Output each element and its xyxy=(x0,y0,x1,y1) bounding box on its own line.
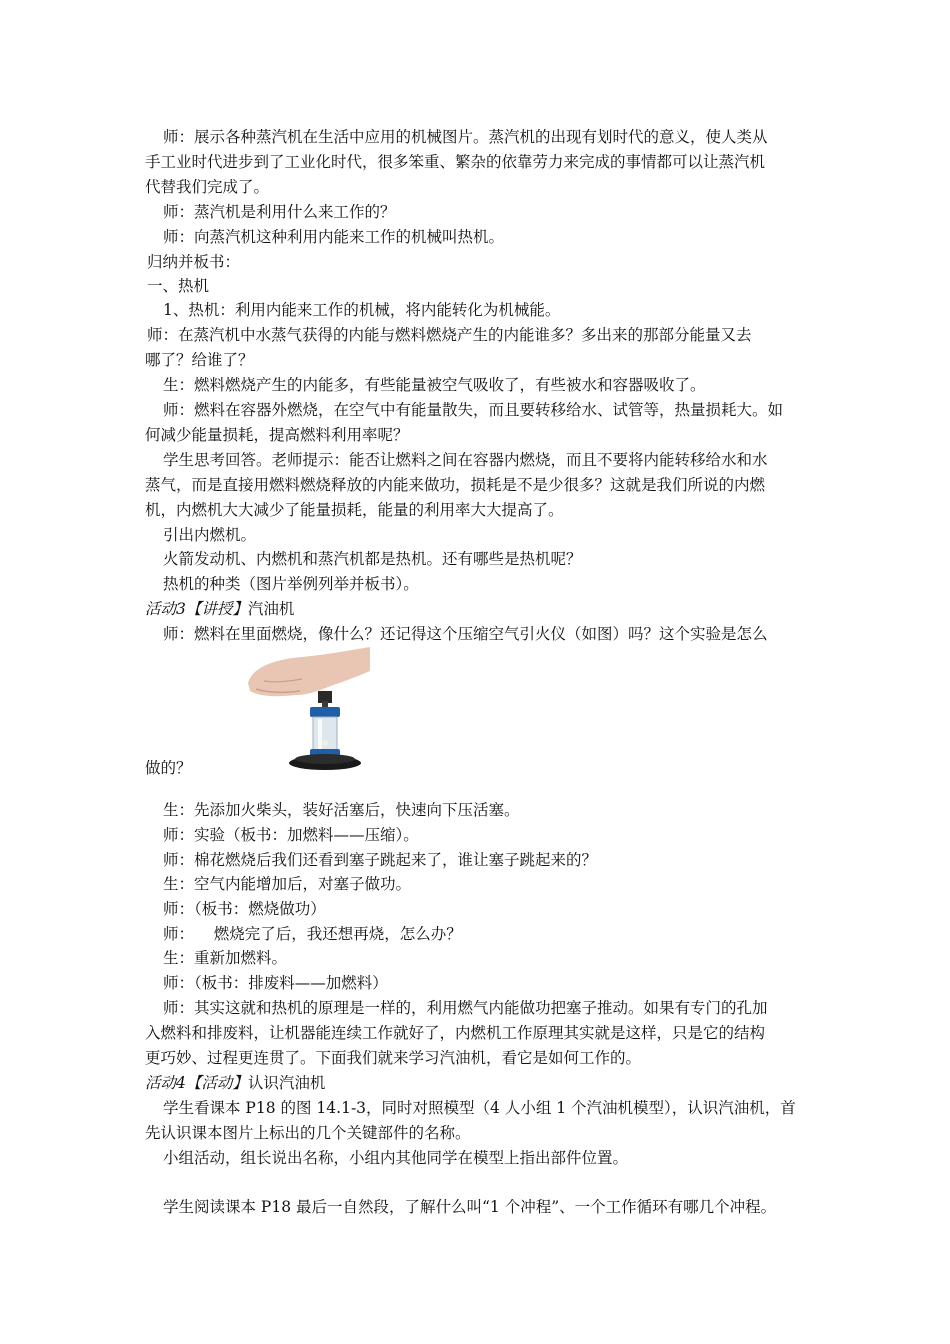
paragraph-line: 机，内燃机大大减少了能量损耗，能量的利用率大大提高了。 xyxy=(145,501,564,519)
paragraph-line: 引出内燃机。 xyxy=(163,526,257,544)
paragraph-line: 入燃料和排废料，让机器能连续工作就好了，内燃机工作原理其实就是这样，只是它的结构 xyxy=(145,1024,766,1042)
paragraph-line: 师：棉花燃烧后我们还看到塞子跳起来了，谁让塞子跳起来的？ xyxy=(163,851,598,869)
paragraph-line: 蒸气，而是直接用燃料燃烧释放的内能来做功，损耗是不是少很多？这就是我们所说的内燃 xyxy=(145,476,766,494)
activity-4-title: 认识汽油机 xyxy=(247,1074,326,1092)
activity-3-label: 活动3【讲授】 xyxy=(145,600,248,618)
paragraph-line: 哪了？给谁了？ xyxy=(145,351,254,369)
paragraph-line: 更巧妙、过程更连贯了。下面我们就来学习汽油机，看它是如何工作的。 xyxy=(145,1049,642,1067)
paragraph-line: 生：先添加火柴头，装好活塞后，快速向下压活塞。 xyxy=(163,801,520,819)
paragraph-line: 师：蒸汽机是利用什么来工作的？ xyxy=(163,203,396,221)
section-heading: 一、热机 xyxy=(147,277,210,295)
paragraph-line: 师：展示各种蒸汽机在生活中应用的机械图片。蒸汽机的出现有划时代的意义，使人类从 xyxy=(163,128,768,146)
paragraph-line: 手工业时代进步到了工业化时代，很多笨重、繁杂的依靠劳力来完成的事情都可以让蒸汽机 xyxy=(145,153,766,171)
paragraph-line: 师： 燃烧完了后，我还想再烧，怎么办？ xyxy=(163,925,462,943)
paragraph-line: 生：空气内能增加后，对塞子做功。 xyxy=(163,875,412,893)
paragraph-line: 师：实验（板书：加燃料——压缩）。 xyxy=(163,826,419,844)
definition-line: 1、热机：利用内能来工作的机械，将内能转化为机械能。 xyxy=(163,301,561,319)
activity-4-label: 活动4【活动】 xyxy=(145,1074,248,1092)
paragraph-line: 热机的种类（图片举例列举并板书）。 xyxy=(163,575,419,593)
paragraph-line: 先认识课本图片上标出的几个关键部件的名称。 xyxy=(145,1124,471,1142)
paragraph-line: 代替我们完成了。 xyxy=(145,178,270,196)
activity-4-heading xyxy=(145,1071,815,1095)
paragraph-line: 做的？ xyxy=(145,759,192,777)
paragraph-line: 生：重新加燃料。 xyxy=(163,949,288,967)
paragraph-line: 师：其实这就和热机的原理是一样的，利用燃气内能做功把塞子推动。如果有专门的孔加 xyxy=(163,999,768,1017)
paragraph-line: 师：（板书：排废料——加燃料） xyxy=(163,974,388,992)
paragraph-line: 学生思考回答。老师提示：能否让燃料之间在容器内燃烧，而且不要将内能转移给水和水 xyxy=(163,451,768,469)
paragraph-line: 师：（板书：燃烧做功） xyxy=(163,900,326,918)
paragraph-line: 师：在蒸汽机中水蒸气获得的内能与燃料燃烧产生的内能谁多？多出来的那部分能量又去 xyxy=(147,326,752,344)
paragraph-line: 小组活动，组长说出名称，小组内其他同学在模型上指出部件位置。 xyxy=(163,1149,629,1167)
paragraph-line: 学生看课本 P18 的图 14.1-3，同时对照模型（4 人小组 1 个汽油机模型），认识汽油机，首 xyxy=(163,1099,796,1117)
paragraph-line: 何减少能量损耗，提高燃料利用率呢？ xyxy=(145,426,409,444)
paragraph-line: 归纳并板书： xyxy=(147,253,241,271)
paragraph-line: 生：燃料燃烧产生的内能多，有些能量被空气吸收了，有些被水和容器吸收了。 xyxy=(163,376,706,394)
paragraph-line: 学生阅读课本 P18 最后一自然段，了解什么叫“1 个冲程”、一个工作循环有哪几个冲程。 xyxy=(163,1198,777,1216)
paragraph-line: 师：燃料在容器外燃烧，在空气中有能量散失，而且要转移给水、试管等，热量损耗大。如 xyxy=(163,401,784,419)
paragraph-line: 火箭发动机、内燃机和蒸汽机都是热机。还有哪些是热机呢？ xyxy=(163,550,582,568)
activity-3-title: 汽油机 xyxy=(247,600,295,618)
paragraph-line: 师：燃料在里面燃烧，像什么？还记得这个压缩空气引火仪（如图）吗？这个实验是怎么 xyxy=(163,625,768,643)
activity-3-heading xyxy=(145,597,815,621)
paragraph-line: 师：向蒸汽机这种利用内能来工作的机械叫热机。 xyxy=(163,228,505,246)
